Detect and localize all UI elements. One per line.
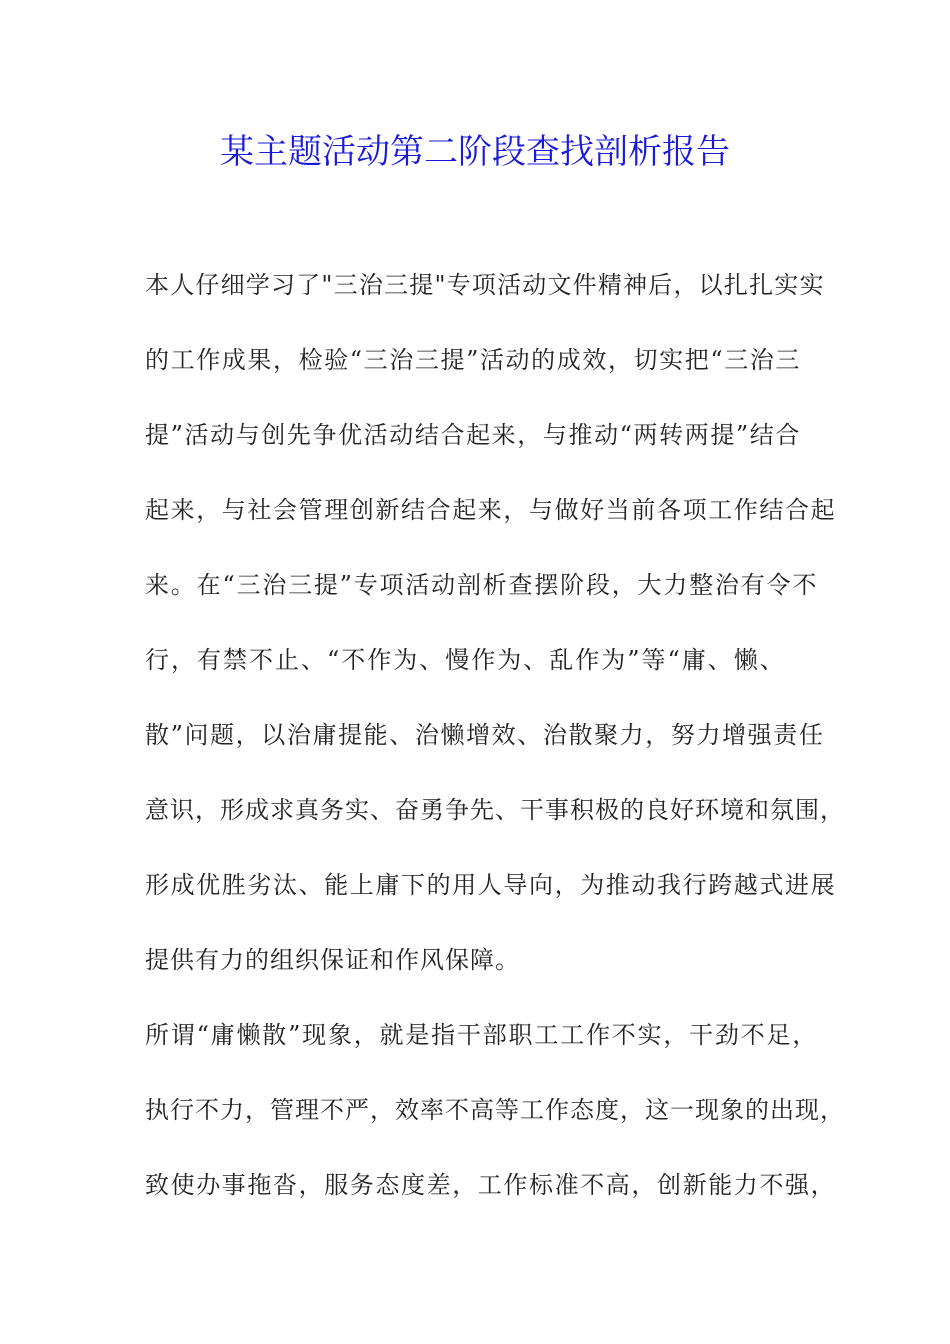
paragraph-line: 提”活动与创先争优活动结合起来，与推动“两转两提”结合 (145, 421, 802, 449)
paragraph-line: 形成优胜劣汰、能上庸下的用人导向，为推动我行跨越式进展 (145, 871, 837, 899)
paragraph-line: 致使办事拖沓，服务态度差，工作标准不高，创新能力不强， (145, 1171, 837, 1199)
paragraph-line: 所谓“庸懒散”现象，就是指干部职工工作不实，干劲不足， (145, 1021, 819, 1049)
paragraph-line: 提供有力的组织保证和作风保障。 (145, 946, 520, 974)
document-title: 某主题活动第二阶段查找剖析报告 (220, 132, 730, 172)
paragraph-line: 本人仔细学习了"三治三提"专项活动文件精神后，以扎扎实实 (145, 271, 825, 299)
paragraph-line: 来。在“三治三提”专项活动剖析查摆阶段，大力整治有令不 (145, 571, 819, 599)
paragraph-line: 执行不力，管理不严，效率不高等工作态度，这一现象的出现， (145, 1096, 845, 1124)
paragraph-line: 行，有禁不止、“不作为、慢作为、乱作为”等“庸、懒、 (145, 646, 786, 674)
paragraph-line: 起来，与社会管理创新结合起来，与做好当前各项工作结合起 (145, 496, 837, 524)
paragraph-line: 意识，形成求真务实、奋勇争先、干事积极的良好环境和氛围， (145, 796, 845, 824)
paragraph-line: 散”问题，以治庸提能、治懒增效、治散聚力，努力增强责任 (145, 721, 825, 749)
paragraph-line: 的工作成果，检验“三治三提”活动的成效，切实把“三治三 (145, 346, 802, 374)
